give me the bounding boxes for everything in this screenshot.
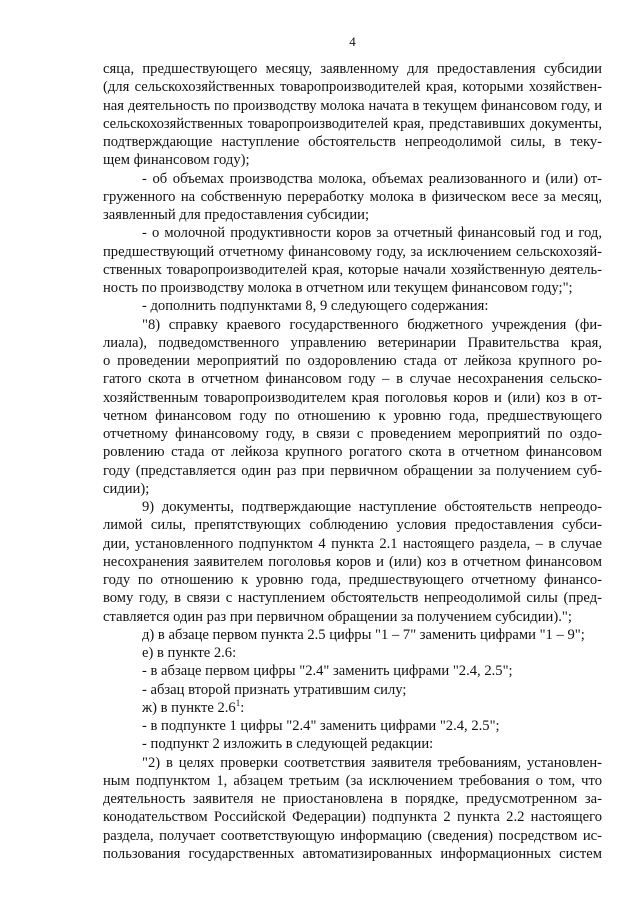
text-line bbox=[103, 170, 602, 188]
text-line bbox=[103, 188, 602, 206]
text-line-content: отчетному финансовому году, в связи с проведением мероприятий по оздо- bbox=[103, 426, 602, 442]
text-line-content: сяца, предшествующего месяцу, заявленному для предоставления субсидии bbox=[103, 61, 602, 77]
text-line bbox=[103, 407, 602, 425]
text-line bbox=[103, 827, 602, 845]
text-line-content: - абзац второй признать утратившим силу; bbox=[142, 681, 407, 698]
text-line-content: заявленный для предоставления субсидии; bbox=[103, 207, 369, 223]
text-line-content: ж) в пункте 2.6 bbox=[142, 699, 236, 716]
text-line-content: ная деятельность по производству молока начата в текущем финансовом году, и bbox=[103, 97, 602, 114]
text-line-content: вому году, в связи с наступлением обстоятельств непреодолимой силы (пред- bbox=[103, 590, 602, 607]
text-line bbox=[103, 717, 602, 735]
text-line bbox=[103, 224, 602, 242]
text-line bbox=[103, 462, 602, 480]
text-line bbox=[103, 115, 602, 133]
text-line-content: е) в пункте 2.6: bbox=[142, 645, 237, 661]
text-line bbox=[103, 498, 602, 516]
text-line bbox=[103, 516, 602, 534]
text-line-content: сидии); bbox=[103, 480, 150, 497]
text-line bbox=[103, 808, 602, 826]
text-line bbox=[103, 626, 602, 644]
text-line bbox=[103, 644, 602, 662]
text-line-content: "2) в целях проверки соответствия заявителя требованиям, установлен- bbox=[142, 754, 602, 771]
text-line-content: 9) документы, подтверждающие наступление обстоятельств непреодо- bbox=[142, 499, 602, 515]
text-line bbox=[103, 243, 602, 261]
text-line bbox=[103, 772, 602, 790]
text-line-content: лиала), подведомственного управлению ветеринарии Правительства края, bbox=[103, 334, 602, 351]
text-line-content: хозяйственным товаропроизводителем края поголовья коров и (или) коз в от- bbox=[103, 389, 602, 406]
text-line bbox=[103, 316, 602, 334]
text-line-content: - в подпункте 1 цифры "2.4" заменить цифрами "2.4, 2.5"; bbox=[142, 718, 500, 734]
text-line-content: груженного на собственную переработку молока в физическом весе за месяц, bbox=[103, 188, 602, 205]
text-line-content: - в абзаце первом цифры "2.4" заменить цифрами "2.4, 2.5"; bbox=[142, 663, 513, 680]
text-line-content: ставляется один раз при первичном обращении за получением субсидии)."; bbox=[103, 608, 572, 625]
text-line-content: деятельность заявителя не приостановлена в порядке, предусмотренном за- bbox=[103, 791, 602, 807]
text-line-content: году по отношению к уровню года, предшествующего отчетному финансо- bbox=[103, 572, 602, 588]
text-line-content: ным подпунктом 1, абзацем третьим (за исключением требования о том, что bbox=[103, 772, 602, 789]
text-line-content: конодательством Российской Федерации) подпункта 2 пункта 2.2 настоящего bbox=[103, 809, 602, 826]
text-line bbox=[103, 681, 602, 699]
text-line-content: пользования государственных автоматизированных информационных систем bbox=[103, 845, 602, 862]
text-line bbox=[103, 97, 602, 115]
text-line bbox=[103, 279, 602, 297]
text-line-content: гатого скота в отчетном финансовом году – в случае несохранения сельско- bbox=[103, 371, 602, 388]
text-line-content: ственных товаропроизводителей края, которые начали хозяйственную деятель- bbox=[103, 261, 602, 278]
text-line-content: (для сельскохозяйственных товаропроизводителей края, которыми хозяйствен- bbox=[103, 79, 602, 96]
text-line bbox=[103, 608, 602, 626]
text-line-content: лимой силы, препятствующих соблюдению условия предоставления субси- bbox=[103, 517, 602, 534]
text-line bbox=[103, 553, 602, 571]
text-line bbox=[103, 425, 602, 443]
text-line-content: - дополнить подпунктами 8, 9 следующего содержания: bbox=[142, 298, 489, 315]
text-line-content: предшествующий отчетному финансовому году, за исключением сельскохозяй- bbox=[103, 243, 602, 260]
text-line bbox=[103, 151, 602, 169]
text-line-content: четном финансовом году по отношению к уровню года, предшествующего bbox=[103, 407, 602, 424]
text-line-content: - подпункт 2 изложить в следующей редакции: bbox=[142, 736, 434, 753]
text-line bbox=[103, 480, 602, 498]
text-line-content: щем финансовом году); bbox=[103, 152, 250, 169]
text-line bbox=[103, 699, 602, 717]
text-line-content: д) в абзаце первом пункта 2.5 цифры "1 – 7" заменить цифрами "1 – 9"; bbox=[142, 626, 585, 643]
text-line bbox=[103, 60, 602, 78]
text-line bbox=[103, 571, 602, 589]
text-line-content: - о молочной продуктивности коров за отчетный финансовый год и год, bbox=[142, 225, 602, 242]
text-line-content: сельскохозяйственных товаропроизводителей края, представивших документы, bbox=[103, 115, 602, 132]
text-line-content: несохранения заявителем поголовья коров и (или) коз в отчетном финансовом bbox=[103, 553, 602, 570]
text-line bbox=[103, 334, 602, 352]
text-line bbox=[103, 133, 602, 151]
text-line-content: ность по производству молока в отчетном или текущем финансовом году;"; bbox=[103, 280, 573, 296]
text-line bbox=[103, 735, 602, 753]
text-line bbox=[103, 535, 602, 553]
superscript: 1 bbox=[235, 697, 241, 708]
text-line bbox=[103, 352, 602, 370]
text-line-content: раздела, получает соответствующую информацию (сведения) посредством ис- bbox=[103, 827, 602, 844]
text-line bbox=[103, 370, 602, 388]
text-line-content: ровлению стада от лейкоза крупного рогатого скота в отчетном финансовом bbox=[103, 444, 602, 461]
text-line bbox=[103, 261, 602, 279]
page-number: 4 bbox=[349, 34, 356, 49]
text-line bbox=[103, 754, 602, 772]
text-line-suffix: : bbox=[240, 699, 245, 716]
text-line bbox=[103, 790, 602, 808]
text-line-content: году (представляется один раз при первичном обращении за получением суб- bbox=[103, 462, 602, 479]
text-line bbox=[103, 845, 602, 863]
text-line bbox=[103, 443, 602, 461]
text-line-content: "8) справку краевого государственного бюджетного учреждения (фи- bbox=[142, 316, 602, 333]
text-line bbox=[103, 589, 602, 607]
text-line-content: - об объемах производства молока, объемах реализованного и (или) от- bbox=[142, 170, 602, 187]
body-text bbox=[103, 60, 602, 863]
text-line bbox=[103, 78, 602, 96]
text-line bbox=[103, 297, 602, 315]
text-line-content: о проведении мероприятий по оздоровлению стада от лейкоза крупного ро- bbox=[103, 353, 602, 369]
text-line bbox=[103, 206, 602, 224]
text-line bbox=[103, 389, 602, 407]
text-line-content: подтверждающие наступление обстоятельств непреодолимой силы, в теку- bbox=[103, 134, 602, 150]
text-line bbox=[103, 662, 602, 680]
text-line-content: дии, установленного подпунктом 4 пункта 2.1 настоящего раздела, – в случае bbox=[103, 535, 602, 552]
